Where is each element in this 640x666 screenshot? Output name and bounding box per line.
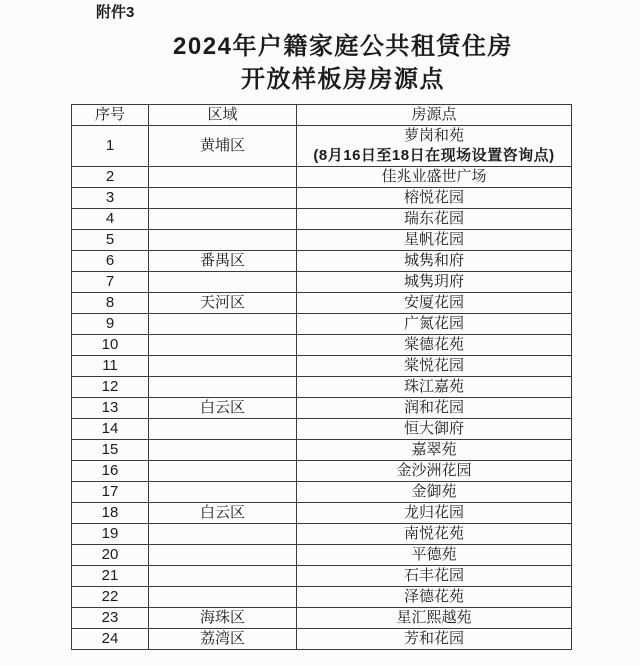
title-line-1: 2024年户籍家庭公共租赁住房 [173, 33, 513, 60]
cell-site [297, 419, 572, 440]
cell-site-name: 安厦花园 [403, 294, 464, 311]
cell-district: 白云区 [149, 398, 297, 419]
cell-site-name: 城隽玥府 [403, 273, 464, 290]
cell-no: 22 [72, 587, 149, 608]
table-header-row [72, 105, 572, 126]
cell-site-name: 棠德花苑 [403, 336, 464, 353]
cell-site [297, 482, 572, 503]
cell-site-name: 南悦花苑 [403, 525, 464, 542]
cell-district [149, 335, 297, 356]
cell-site [297, 293, 572, 314]
table-row [72, 461, 572, 482]
table-row [72, 314, 572, 335]
cell-district [149, 167, 297, 188]
table-row [72, 503, 572, 524]
cell-site-name: 金沙洲花园 [396, 462, 472, 479]
cell-no: 7 [72, 272, 149, 293]
cell-site-name: 龙归花园 [403, 504, 464, 521]
table-row [72, 377, 572, 398]
cell-district [149, 188, 297, 209]
table-row [72, 188, 572, 209]
cell-site [297, 608, 572, 629]
table-row [72, 209, 572, 230]
table-row [72, 419, 572, 440]
cell-no: 1 [72, 126, 149, 167]
cell-site [297, 566, 572, 587]
cell-district: 番禺区 [149, 251, 297, 272]
table-row [72, 126, 572, 167]
cell-site-name: 星帆花园 [403, 231, 464, 248]
page-title [70, 30, 616, 96]
table-row [72, 482, 572, 503]
cell-site [297, 251, 572, 272]
cell-no: 10 [72, 335, 149, 356]
table-row [72, 608, 572, 629]
cell-no: 19 [72, 524, 149, 545]
table-row [72, 566, 572, 587]
cell-district [149, 545, 297, 566]
cell-site [297, 126, 572, 167]
cell-site-name: 恒大御府 [403, 420, 464, 437]
cell-no: 12 [72, 377, 149, 398]
cell-district [149, 230, 297, 251]
cell-site [297, 356, 572, 377]
cell-site-name: 石丰花园 [403, 567, 464, 584]
cell-no: 15 [72, 440, 149, 461]
cell-no: 8 [72, 293, 149, 314]
cell-site-name: 金御苑 [411, 483, 457, 500]
cell-district [149, 209, 297, 230]
cell-district [149, 272, 297, 293]
cell-district [149, 419, 297, 440]
cell-no: 4 [72, 209, 149, 230]
table-row [72, 230, 572, 251]
cell-site [297, 503, 572, 524]
cell-no: 21 [72, 566, 149, 587]
attachment-label: 附件3 [96, 4, 135, 21]
cell-no: 24 [72, 629, 149, 650]
cell-site [297, 335, 572, 356]
table-row [72, 272, 572, 293]
cell-district [149, 440, 297, 461]
table-row [72, 587, 572, 608]
cell-district: 黄埔区 [149, 126, 297, 167]
cell-district [149, 314, 297, 335]
cell-district [149, 524, 297, 545]
cell-no: 6 [72, 251, 149, 272]
cell-no: 3 [72, 188, 149, 209]
cell-site-name: 润和花园 [403, 399, 464, 416]
cell-site-note: (8月16日至18日在现场设置咨询点) [313, 147, 555, 164]
cell-site [297, 209, 572, 230]
table-row [72, 356, 572, 377]
cell-no: 20 [72, 545, 149, 566]
table-row [72, 335, 572, 356]
cell-site [297, 440, 572, 461]
cell-district [149, 461, 297, 482]
cell-site-name: 平德苑 [411, 546, 457, 563]
cell-no: 2 [72, 167, 149, 188]
cell-no: 5 [72, 230, 149, 251]
cell-no: 11 [72, 356, 149, 377]
table-row [72, 545, 572, 566]
cell-site [297, 167, 572, 188]
cell-no: 16 [72, 461, 149, 482]
cell-site [297, 314, 572, 335]
table-row [72, 251, 572, 272]
cell-site [297, 629, 572, 650]
cell-district: 荔湾区 [149, 629, 297, 650]
cell-site-name: 萝岗和苑 [403, 127, 464, 144]
cell-site-name: 城隽和府 [403, 252, 464, 269]
cell-district [149, 356, 297, 377]
cell-no: 9 [72, 314, 149, 335]
table-row [72, 524, 572, 545]
cell-site [297, 461, 572, 482]
cell-district [149, 566, 297, 587]
cell-site-name: 星汇熙越苑 [396, 609, 472, 626]
column-header-site: 房源点 [297, 105, 572, 126]
cell-district: 白云区 [149, 503, 297, 524]
table-row [72, 629, 572, 650]
cell-no: 17 [72, 482, 149, 503]
cell-site-name: 瑞东花园 [403, 210, 464, 227]
cell-site-name: 泽德花苑 [403, 588, 464, 605]
column-header-district: 区域 [149, 105, 297, 126]
housing-table [71, 104, 572, 650]
table-row [72, 398, 572, 419]
table-row [72, 440, 572, 461]
cell-site-name: 佳兆业盛世广场 [381, 168, 487, 185]
cell-site-name: 珠江嘉苑 [403, 378, 464, 395]
cell-site [297, 230, 572, 251]
cell-no: 18 [72, 503, 149, 524]
table-row [72, 293, 572, 314]
cell-site [297, 524, 572, 545]
cell-district: 天河区 [149, 293, 297, 314]
cell-site [297, 545, 572, 566]
cell-site-name: 榕悦花园 [403, 189, 464, 206]
cell-site-name: 嘉翠苑 [411, 441, 457, 458]
cell-site-name: 棠悦花园 [403, 357, 464, 374]
cell-site-name: 广氮花园 [403, 315, 464, 332]
cell-site [297, 272, 572, 293]
table-row [72, 167, 572, 188]
cell-no: 14 [72, 419, 149, 440]
cell-no: 13 [72, 398, 149, 419]
column-header-no: 序号 [72, 105, 149, 126]
cell-district [149, 482, 297, 503]
cell-site [297, 188, 572, 209]
cell-site [297, 398, 572, 419]
cell-site [297, 377, 572, 398]
cell-site [297, 587, 572, 608]
title-line-2: 开放样板房房源点 [241, 66, 445, 93]
cell-district: 海珠区 [149, 608, 297, 629]
cell-district [149, 377, 297, 398]
cell-no: 23 [72, 608, 149, 629]
cell-site-name: 芳和花园 [403, 630, 464, 647]
housing-table-body [72, 126, 572, 650]
cell-district [149, 587, 297, 608]
